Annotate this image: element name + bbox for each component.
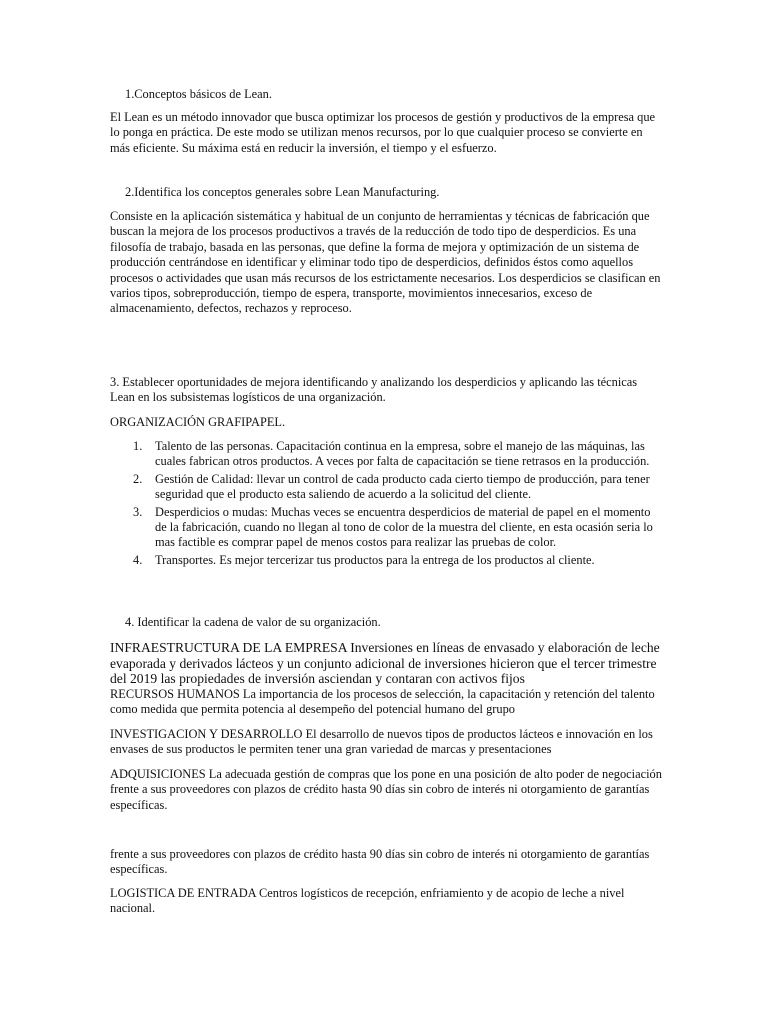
value-chain-infraestructura: INFRAESTRUCTURA DE LA EMPRESA Inversiones en líneas de envasado y elaboración de leche evaporada y derivados lácteos y un conjunto adicional de inversiones hicieron que el tercer trimestre del 2019 las propiedades de inversión asciendan y contaran con activos fijos: [110, 640, 660, 687]
list-item-number: 2.: [133, 471, 143, 486]
value-chain-adquisiciones: ADQUISICIONES La adecuada gestión de compras que los pone en una posición de alto poder de negociación frente a sus proveedores con plazos de crédito hasta 90 días sin cobro de interés ni otorgamiento de garantías específicas.: [110, 767, 662, 812]
list-item: [110, 505, 662, 551]
section3-heading: 3. Establecer oportunidades de mejora identificando y analizando los desperdicios y aplicando las técnicas Lean en los subsistemas logísticos de una organización.: [110, 375, 638, 405]
value-chain-proveedores: frente a sus proveedores con plazos de crédito hasta 90 días sin cobro de interés ni otorgamiento de garantías específicas.: [110, 847, 650, 877]
list-item-number: 3.: [133, 504, 143, 519]
section1-heading: 1.Conceptos básicos de Lean.: [125, 87, 272, 101]
list-item: [110, 439, 662, 470]
list-item: [110, 472, 662, 503]
section2-heading: 2.Identifica los conceptos generales sobre Lean Manufacturing.: [125, 185, 440, 199]
value-chain-logistica-entrada: LOGISTICA DE ENTRADA Centros logísticos de recepción, enfriamiento y de acopio de leche a nivel nacional.: [110, 886, 625, 916]
list-item-text: Talento de las personas. Capacitación continua en la empresa, sobre el manejo de las máquinas, las cuales fabrican otros productos. A veces por falta de capacitación se tiene retrasos en la producción.: [155, 439, 650, 469]
list-item: [110, 553, 662, 568]
value-chain-investigacion: INVESTIGACION Y DESARROLLO El desarrollo de nuevos tipos de productos lácteos e innovación en los envases de sus productos le permiten tener una gran variedad de marcas y presentaciones: [110, 727, 653, 757]
section1-body: El Lean es un método innovador que busca optimizar los procesos de gestión y productivos de la empresa que lo ponga en práctica. De este modo se utilizan menos recursos, por lo que cualquier proceso se convierte en más eficiente. Su máxima está en reducir la inversión, el tiempo y el esfuerzo.: [110, 110, 656, 155]
improvement-list: [110, 439, 662, 570]
list-item-text: Transportes. Es mejor tercerizar tus productos para la entrega de los productos al cliente.: [155, 552, 595, 567]
list-item-number: 1.: [133, 439, 143, 453]
value-chain-recursos-humanos: RECURSOS HUMANOS La importancia de los procesos de selección, la capacitación y retención del talento como medida que permita potencia al desempeño del potencial humano del grupo: [110, 687, 655, 717]
list-item-text: Gestión de Calidad: llevar un control de cada producto cada cierto tiempo de producción, para tener seguridad que el producto esta saliendo de acuerdo a la solicitud del cliente.: [155, 471, 650, 502]
list-item-text: Desperdicios o mudas: Muchas veces se encuentra desperdicios de material de papel en el momento de la fabricación, cuando no llegan al tono de color de la muestra del cliente, en esta ocasión seria lo mas factible es comprar papel de menos costos para realizar las pruebas de color.: [155, 504, 653, 550]
organization-title: ORGANIZACIÓN GRAFIPAPEL.: [110, 415, 286, 429]
section2-body: Consiste en la aplicación sistemática y habitual de un conjunto de herramientas y técnicas de fabricación que buscan la mejora de los procesos productivos a través de la reducción de todo tipo de desperdicios. Es una filosofía de trabajo, basada en las personas, que define la forma de mejora y optimización de un sistema de producción centrándose en identificar y eliminar todo tipo de desperdicios, definidos éstos como aquellos procesos o actividades que usan más recursos de los estrictamente necesarios. Los desperdicios se clasifican en varios tipos, sobreproducción, tiempo de espera, transporte, movimientos innecesarios, exceso de almacenamiento, defectos, rechazos y reproceso.: [110, 209, 661, 316]
section4-heading: 4. Identificar la cadena de valor de su organización.: [125, 615, 381, 629]
list-item-number: 4.: [133, 552, 143, 567]
